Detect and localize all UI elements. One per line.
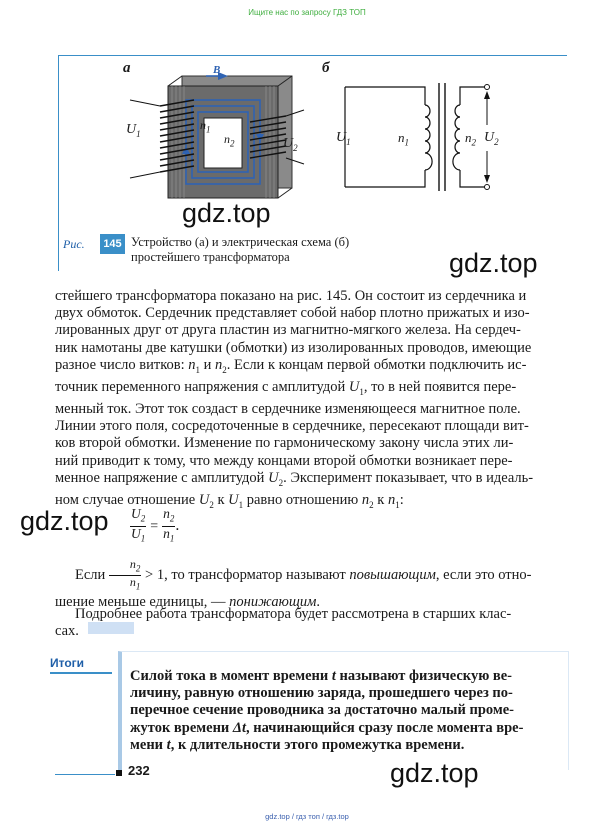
b-vector-label: B xyxy=(213,64,221,76)
text-line: ний приводит к тому, что между концами второй обмотки возникает пере- xyxy=(55,452,513,469)
summary-tag: Итоги xyxy=(50,656,85,670)
text-line: точник переменного напряжения с амплитудой $U_1$, то в ней появится пере- xyxy=(55,378,517,397)
bookmark-marker-icon xyxy=(88,622,134,634)
u2-label-a: $U_2$ xyxy=(283,136,298,153)
text-line: менный ток. Этот ток создаст в сердечнике изменяющееся магнитное поле. xyxy=(55,401,521,417)
text-line: ник намотаны две катушки (обмотки) из изолированных проводов, имеющие xyxy=(55,339,532,356)
u1-label-a: $U_1$ xyxy=(126,122,141,139)
page-number-line xyxy=(55,774,115,775)
text-line: Подробнее работа трансформатора будет рассмотрена в старших клас- xyxy=(75,606,512,622)
text-line: сах. xyxy=(55,623,79,640)
text-line: Линии этого поля, сосредоточенные в сердечнике, пересекают площади вит- xyxy=(55,418,529,435)
figure-caption-text: Устройство (а) и электрическая схема (б) простейшего трансформатора xyxy=(131,235,350,264)
summary-text xyxy=(130,668,560,754)
watermark: gdz.top xyxy=(449,248,538,278)
text-line: перечное сечение проводника за достаточно малый проме- xyxy=(130,702,515,719)
paragraph-step-up-down xyxy=(55,558,565,611)
page-number-marker xyxy=(116,770,122,776)
text-line: личину, равную отношению заряда, прошедшего через по- xyxy=(130,685,513,702)
text-line: шение меньше единицы, — понижающим. xyxy=(55,593,320,610)
n2-label-a: $n_2$ xyxy=(224,132,235,149)
u1-label-b: $U_1$ xyxy=(336,130,351,147)
n2-label-b: $n_2$ xyxy=(465,130,476,148)
top-banner: Ищите нас по запросу ГДЗ ТОП xyxy=(248,8,366,17)
text-line: лированных друг от друга пластин из магнитно-мягкого железа. На сердеч- xyxy=(55,322,521,339)
n1-label-a: $n_1$ xyxy=(200,118,211,135)
watermark: gdz.top xyxy=(20,506,109,536)
figure-label-b: б xyxy=(322,60,330,76)
text-line: ном случае отношение $U_2$ к $U_1$ равно отношению $n_2$ к $n_1$: xyxy=(55,491,404,510)
text-line: жуток времени Δt, начинающийся сразу после момента вре- xyxy=(130,719,524,736)
watermark: gdz.top xyxy=(390,758,479,788)
figure-label-a: а xyxy=(123,60,131,76)
watermark: gdz.top xyxy=(182,198,271,228)
figure-caption-ris: Рис. xyxy=(63,237,85,251)
text-line: стейшего трансформатора показано на рис. 145. Он состоит из сердечника и xyxy=(55,288,527,304)
paragraph-transformer-description xyxy=(55,288,565,514)
bottom-banner: gdz.top / гдз топ / гдз.top xyxy=(265,812,349,821)
summary-underline xyxy=(50,672,112,674)
u2-label-b: $U_2$ xyxy=(484,130,499,147)
text-line: Если $\frac{n_2}{n_1}$ > 1, то трансформатор называют повышающим, если это отно- xyxy=(75,557,532,592)
text-line: мени t, к длительности этого промежутка времени. xyxy=(130,736,465,753)
page-number: 232 xyxy=(128,763,150,778)
text-line: двух обмоток. Сердечник представляет собой набор плотно прижатых и изо- xyxy=(55,305,530,322)
text-line: ков второй обмотки. Изменение по гармоническому закону числа этих ли- xyxy=(55,435,514,452)
transformer-ratio-formula: $\frac{U_2}{U_1}$ = $\frac{n_2}{n_1}$ . xyxy=(131,506,180,544)
text-line: Силой тока в момент времени t называют физическую ве- xyxy=(130,668,513,684)
figure-caption-number: 145 xyxy=(100,234,125,254)
text-line: разное число витков: $n_1$ и $n_2$. Если к концам первой обмотки подключить ис- xyxy=(55,356,527,375)
n1-label-b: $n_1$ xyxy=(398,130,409,148)
text-line: менное напряжение с амплитудой $U_2$. Эксперимент показывает, что в идеаль- xyxy=(55,469,534,488)
